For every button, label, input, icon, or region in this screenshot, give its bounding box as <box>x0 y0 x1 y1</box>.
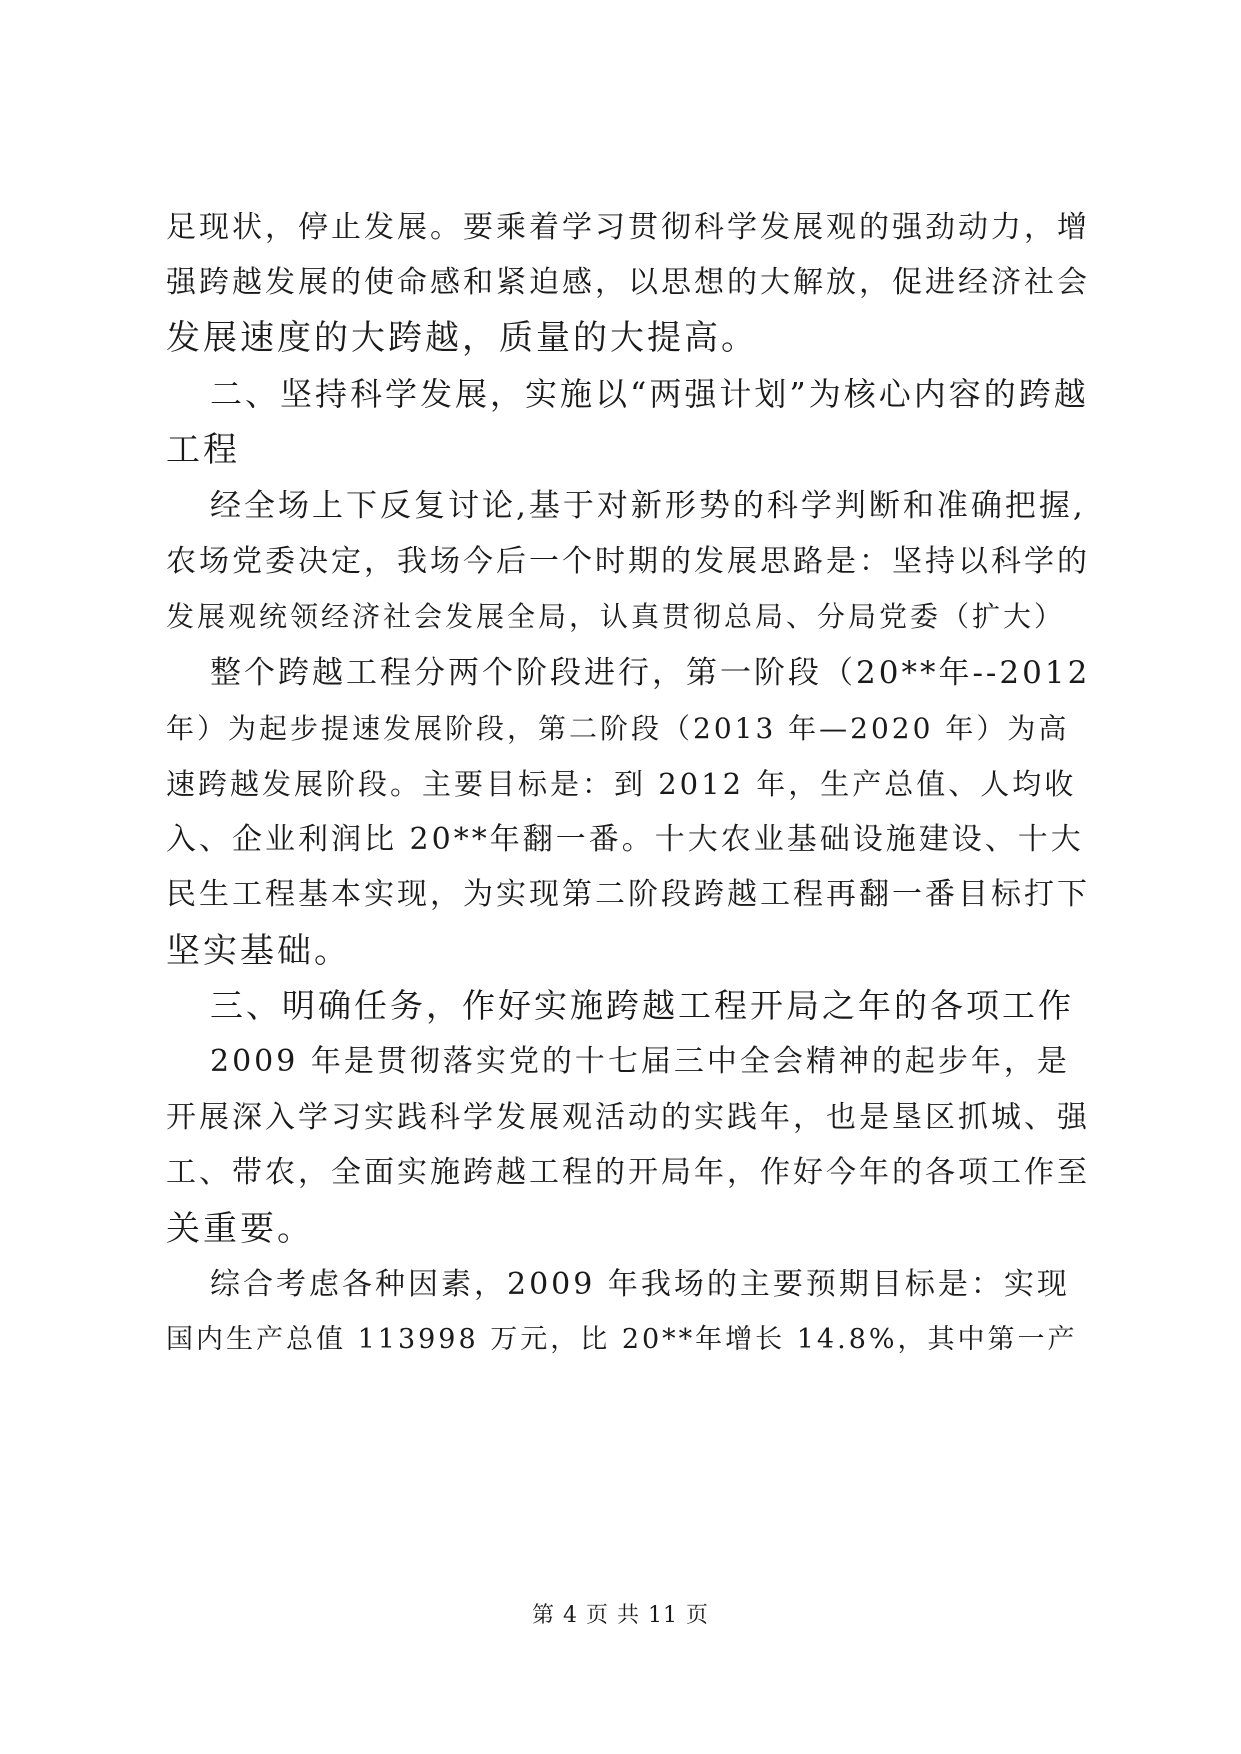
body-text-line: 入、企业利润比 20**年翻一番。十大农业基础设施建设、十大 <box>166 822 1084 857</box>
body-text-line: 开展深入学习实践科学发展观活动的实践年，也是垦区抓城、强 <box>166 1100 1090 1135</box>
body-text-line: 强跨越发展的使命感和紧迫感，以思想的大解放，促进经济社会 <box>166 265 1090 300</box>
body-text-line: 综合考虑各种因素，2009 年我场的主要预期目标是：实现 <box>210 1267 1070 1302</box>
page-footer: 第 4 页 共 11 页 <box>532 1603 709 1628</box>
section-heading-line: 三、明确任务，作好实施跨越工程开局之年的各项工作 <box>210 986 1074 1025</box>
body-text-line: 农场党委决定，我场今后一个时期的发展思路是：坚持以科学的 <box>166 544 1090 579</box>
body-text-line: 关重要。 <box>166 1209 314 1249</box>
section-heading-line: 二、坚持科学发展，实施以“两强计划”为核心内容的跨越 <box>210 375 1089 413</box>
body-text-line: 速跨越发展阶段。主要目标是：到 2012 年，生产总值、人均收 <box>166 767 1077 801</box>
body-text-line: 工、带农，全面实施跨越工程的开局年，作好今年的各项工作至 <box>166 1155 1090 1190</box>
body-text-line: 坚实基础。 <box>166 931 351 971</box>
body-text-line: 2009 年是贯彻落实党的十七届三中全会精神的起步年，是 <box>210 1044 1070 1079</box>
body-text-line: 整个跨越工程分两个阶段进行，第一阶段（20**年--2012 <box>210 655 1091 691</box>
section-heading-line: 工程 <box>166 430 240 470</box>
body-text-line: 民生工程基本实现，为实现第二阶段跨越工程再翻一番目标打下 <box>166 877 1090 912</box>
body-text-line: 足现状，停止发展。要乘着学习贯彻科学发展观的强劲动力，增 <box>166 210 1090 245</box>
body-text-line: 国内生产总值 113998 万元，比 20**年增长 14.8%，其中第一产 <box>166 1324 1078 1355</box>
body-text-line: 经全场上下反复讨论,基于对新形势的科学判断和准确把握, <box>210 488 1086 524</box>
body-text-line: 年）为起步提速发展阶段，第二阶段（2013 年—2020 年）为高 <box>166 712 1070 745</box>
body-text-line: 发展速度的大跨越，质量的大提高。 <box>166 318 758 358</box>
body-text-line: 发展观统领经济社会发展全局，认真贯彻总局、分局党委（扩大） <box>166 600 1066 633</box>
